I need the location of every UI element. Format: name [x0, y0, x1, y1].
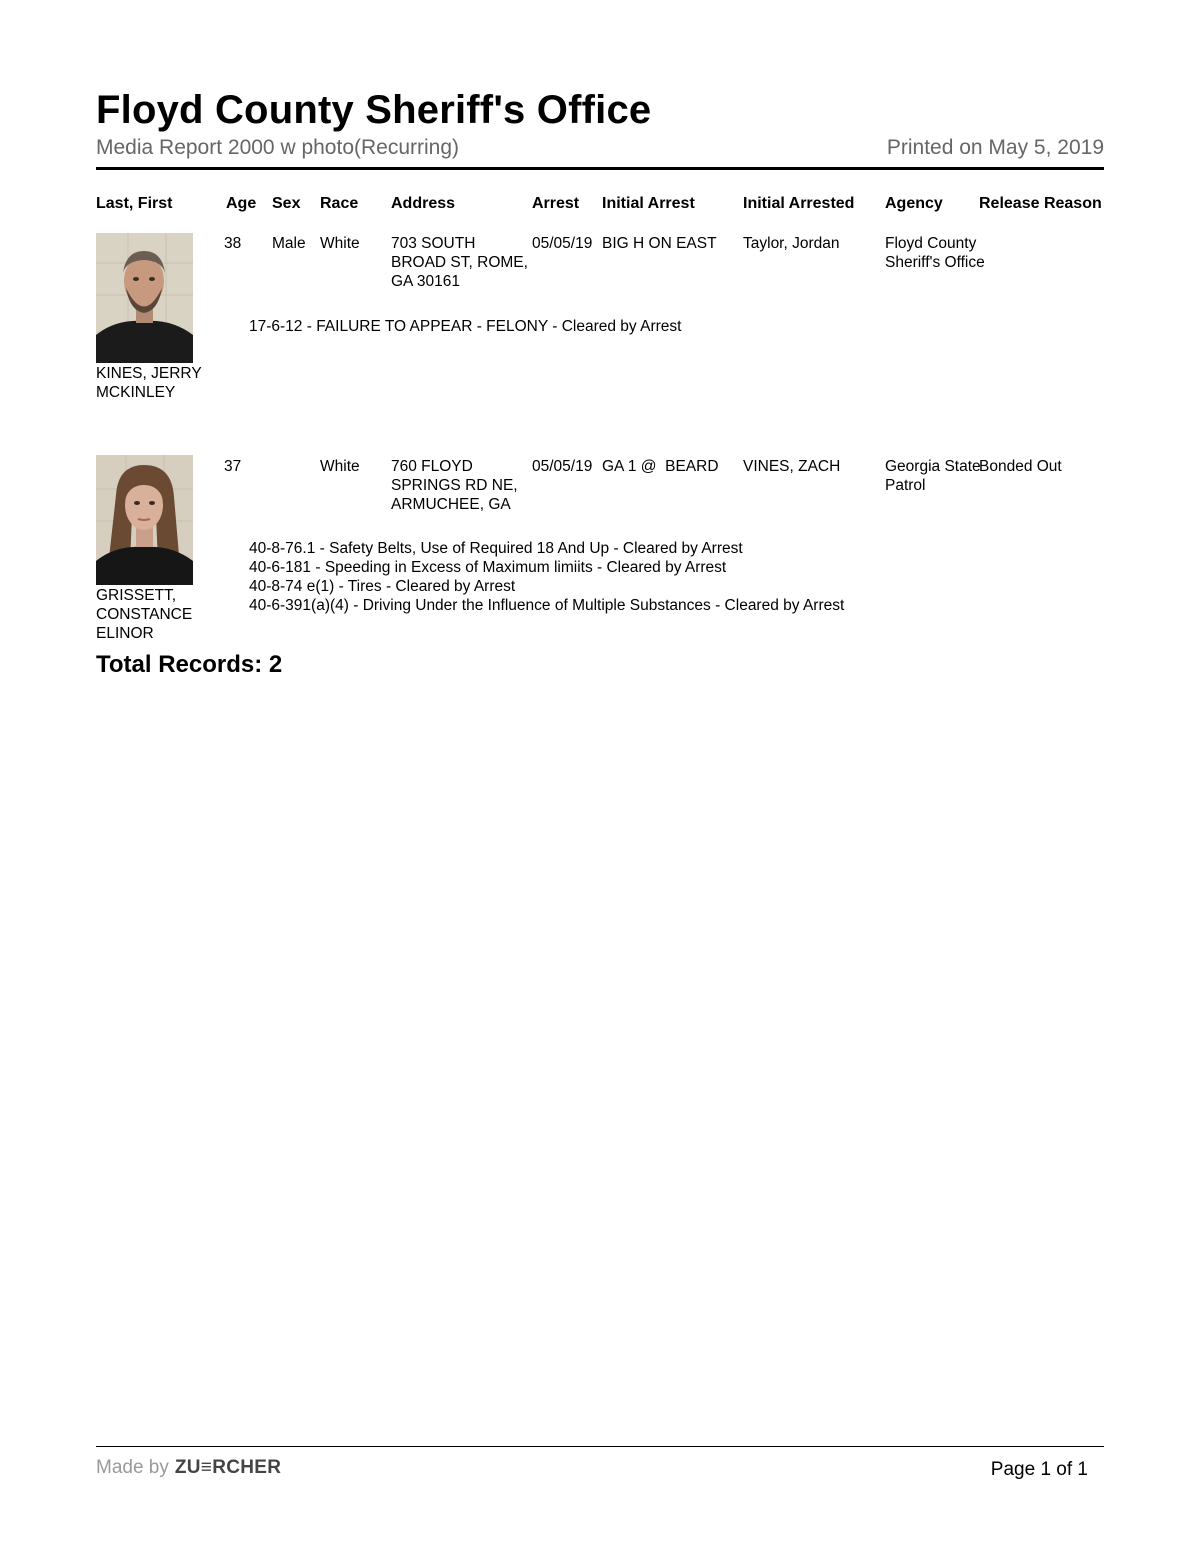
column-header-release-reason: Release Reason — [979, 195, 1102, 212]
footer-brand — [96, 1457, 281, 1479]
arrestee-age: 38 — [224, 235, 242, 252]
charge-list — [249, 317, 681, 336]
arrestee-name: GRISSETT, CONSTANCE ELINOR — [96, 587, 193, 642]
arrestee-race: White — [320, 235, 360, 252]
column-header-name: Last, First — [96, 195, 173, 212]
column-header-age: Age — [226, 195, 257, 212]
arrestee-sex: Male — [272, 235, 306, 252]
arresting-agency: Floyd County Sheriff's Office — [885, 235, 985, 271]
charge-list — [249, 539, 844, 615]
initial-arrest-location: BIG H ON EAST — [602, 235, 717, 252]
header-divider — [96, 167, 1104, 170]
arresting-officer: Taylor, Jordan — [743, 235, 840, 252]
charge-item: 40-6-181 - Speeding in Excess of Maximum limiits - Cleared by Arrest — [249, 559, 727, 576]
column-header-sex: Sex — [272, 195, 301, 212]
charge-item: 40-8-76.1 - Safety Belts, Use of Required 18 And Up - Cleared by Arrest — [249, 540, 743, 557]
column-header-arrest: Arrest — [532, 195, 580, 212]
arrestee-address: 760 FLOYD SPRINGS RD NE, ARMUCHEE, GA — [391, 458, 518, 513]
arrestee-name: KINES, JERRY MCKINLEY — [96, 365, 202, 401]
booking-photo — [96, 233, 193, 363]
footer-divider — [96, 1446, 1104, 1447]
brand-logo: ZU≡RCHER — [174, 1457, 282, 1478]
arrest-date: 05/05/19 — [532, 235, 593, 252]
column-header-agency: Agency — [885, 195, 943, 212]
charge-item: 40-6-391(a)(4) - Driving Under the Influence of Multiple Substances - Cleared by Arrest — [249, 597, 845, 614]
arresting-officer: VINES, ZACH — [743, 458, 841, 475]
column-header-initial-arrested: Initial Arrested — [743, 195, 855, 212]
column-header-initial-arrest: Initial Arrest — [602, 195, 695, 212]
charge-item: 40-8-74 e(1) - Tires - Cleared by Arrest — [249, 578, 516, 595]
report-subtitle: Media Report 2000 w photo(Recurring) — [96, 136, 460, 159]
arrestee-address: 703 SOUTH BROAD ST, ROME, GA 30161 — [391, 235, 528, 290]
release-reason: Bonded Out — [979, 458, 1062, 475]
arrestee-age: 37 — [224, 458, 242, 475]
charge-item: 17-6-12 - FAILURE TO APPEAR - FELONY - Cleared by Arrest — [249, 318, 682, 335]
booking-photo — [96, 455, 193, 585]
arrestee-race: White — [320, 458, 360, 475]
total-records: Total Records: 2 — [96, 651, 283, 678]
column-header-race: Race — [320, 195, 359, 212]
page-title: Floyd County Sheriff's Office — [96, 88, 652, 132]
made-by-label: Made by — [96, 1457, 169, 1478]
page-number: Page 1 of 1 — [990, 1459, 1088, 1480]
arrest-date: 05/05/19 — [532, 458, 593, 475]
initial-arrest-location: GA 1 @ BEARD — [602, 458, 719, 475]
printed-date: Printed on May 5, 2019 — [886, 136, 1104, 159]
arresting-agency: Georgia State Patrol — [885, 458, 981, 494]
column-header-address: Address — [391, 195, 456, 212]
